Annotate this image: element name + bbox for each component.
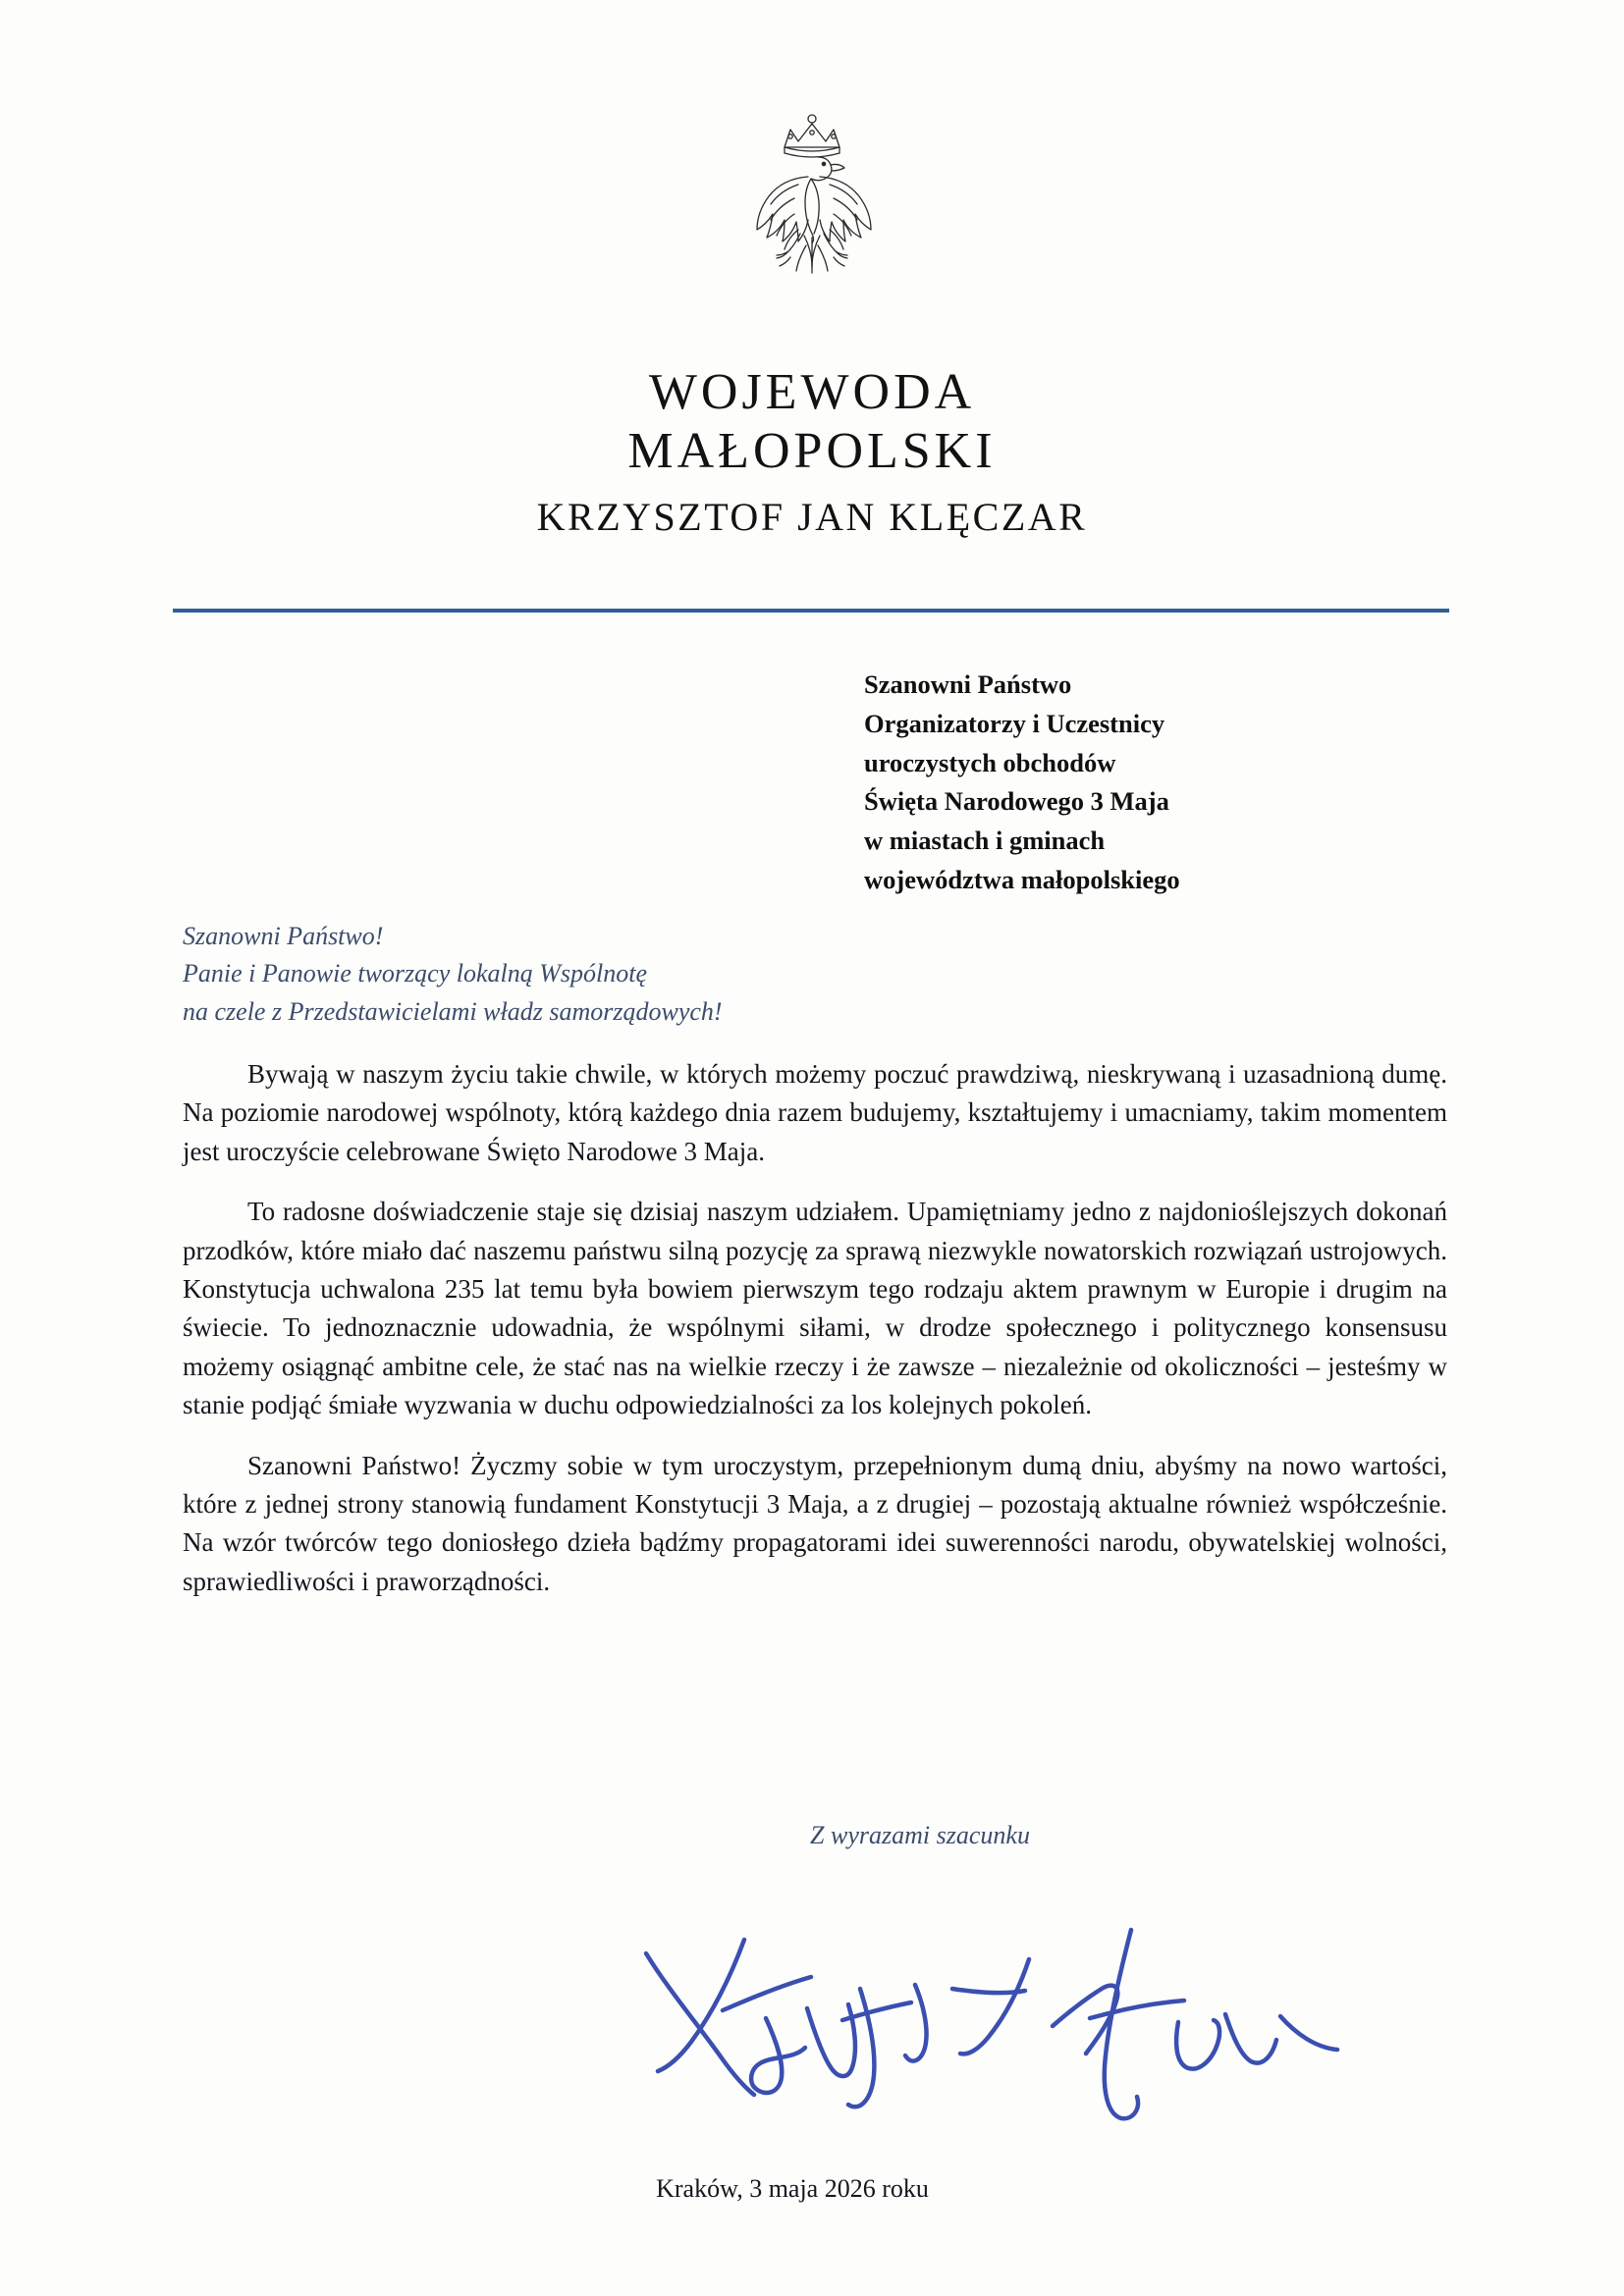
addressee-line: Szanowni Państwo — [864, 669, 1072, 699]
title-line-2: MAŁOPOLSKI — [627, 423, 997, 480]
place-date-text: Kraków, 3 maja 2026 roku — [656, 2174, 929, 2203]
letter-body — [183, 1055, 1447, 1601]
body-paragraph: To radosne doświadczenie staje się dzisiaj naszym udziałem. Upamiętniamy jedno z najdonioślejszych dokonań przodków, które miało dać naszemu państwu silną pozycję za sprawą niezwykle nowatorskich rozwiązań ustrojowych. Konstytucja uchwalona 235 lat temu była bowiem pierwszym tego rodzaju aktem prawnym w Europie i drugim na świecie. To jednoznacznie udowadnia, że wspólnymi siłami, w drodze społecznego i politycznego konsensusu możemy osiągnąć ambitne cele, że stać nas na wielkie rzeczy i że zawsze – niezależnie od okoliczności – jesteśmy w stanie podjąć śmiałe wyzwania w duchu odpowiedzialności za los kolejnych pokoleń. — [183, 1197, 1447, 1420]
addressee-line: Święta Narodowego 3 Maja — [864, 786, 1169, 817]
title-line-1: WOJEWODA — [648, 364, 976, 420]
header-divider — [173, 609, 1449, 613]
addressee-line: województwa małopolskiego — [864, 864, 1180, 894]
letterhead — [0, 363, 1624, 540]
closing-line — [0, 1821, 1624, 1850]
body-paragraph: Szanowni Państwo! Życzmy sobie w tym uroczystym, przepełnionym dumą dniu, abyśmy na nowo wartości, które z jednej strony stanowią fundament Konstytucji 3 Maja, a z drugiej – pozostają aktualne również współcześnie. Na wzór twórców tego doniosłego dzieła bądźmy propagatorami idei suwerenności narodu, obywatelskiej wolności, sprawiedliwości i praworządności. — [183, 1450, 1447, 1596]
signature — [628, 1895, 1355, 2140]
salutation-line: Szanowni Państwo! — [183, 922, 384, 950]
place-and-date — [0, 2174, 1624, 2204]
addressee-line: Organizatorzy i Uczestnicy — [864, 708, 1165, 738]
body-paragraph: Bywają w naszym życiu takie chwile, w których możemy poczuć prawdziwą, nieskrywaną i uzasadnioną dumę. Na poziomie narodowej wspólnoty, którą każdego dnia razem budujemy, kształtujemy i umacniamy, takim momentem jest uroczyście celebrowane Święto Narodowe 3 Maja. — [183, 1059, 1447, 1166]
handwritten-signature-icon — [628, 1895, 1355, 2140]
coat-of-arms — [0, 108, 1624, 304]
closing-text: Z wyrazami szacunku — [810, 1821, 1030, 1849]
polish-eagle-coat-of-arms-icon — [733, 108, 891, 304]
voivode-name: KRZYSZTOF JAN KLĘCZAR — [536, 494, 1088, 539]
addressee-block — [864, 666, 1180, 900]
page-title — [0, 363, 1624, 482]
salutation-line: na czele z Przedstawicielami władz samorządowych! — [183, 996, 723, 1026]
salutation-block — [183, 918, 723, 1031]
salutation-line: Panie i Panowie tworzący lokalną Wspólnotę — [183, 959, 647, 988]
addressee-line: w miastach i gminach — [864, 826, 1106, 855]
addressee-line: uroczystych obchodów — [864, 747, 1116, 777]
